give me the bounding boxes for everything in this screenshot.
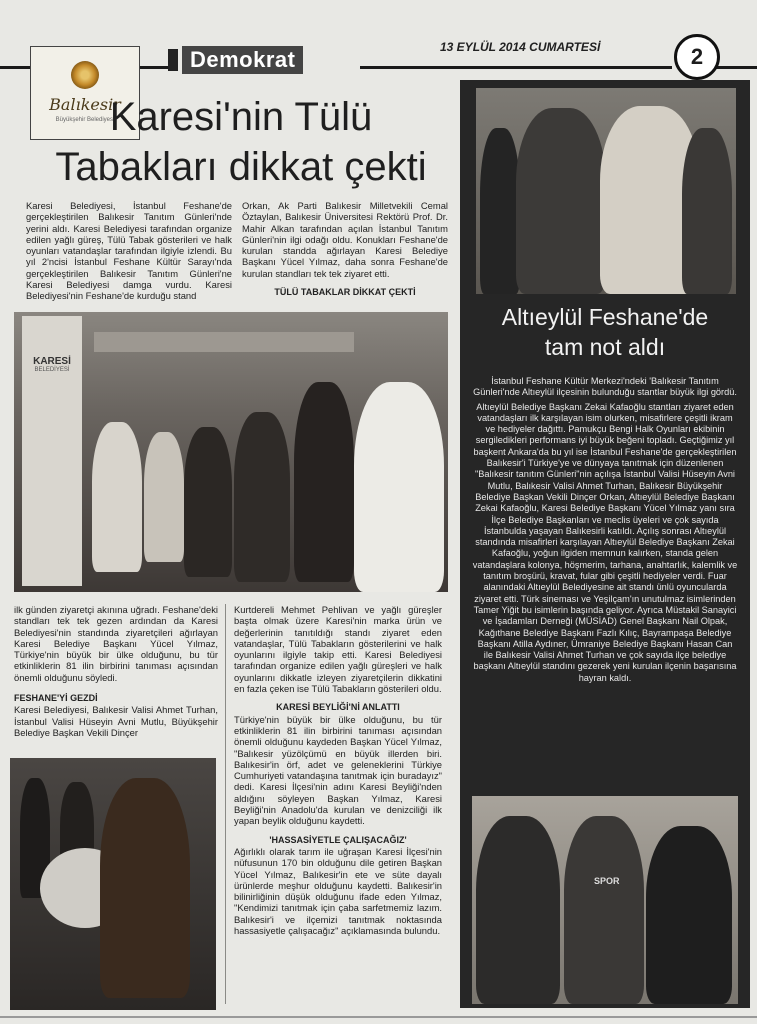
article-col1-mid-block	[14, 604, 218, 738]
article-col2-intro-block	[242, 200, 448, 298]
stand-banner	[22, 316, 82, 586]
officials-photo-top	[476, 88, 736, 294]
header-rule-right	[716, 66, 757, 69]
article-col2-sub3-text: Ağırlıklı olarak tarım ile uğraşan Karesi İlçesi'nin nüfusunun 170 bin olduğunu dile getiren Başkan Yücel Yılmaz, Balıkesir'in ete ve süte dayalı ürünlerde meşhur olduğunu kaydetti. Balıkesir'in bilinirliğinin düşük olduğunu ifade eden Yılmaz, "Kendimizi tanıtmak için çaba sarfetmemiz lazım. Balıkesir'i ve ilçemizi tanıtmak noktasında hassasiyetle çalışacağız" açıklamasında bulundu.	[234, 845, 442, 937]
panel-body-text: Altıeylül Belediye Başkanı Zekai Kafaoğlu stantları ziyaret eden vatandaşları ilk karşılayan isim olurken, misafirlere çeşitli ikram ve hediyeler dağıttı. Pamukçu Bengi Halk Oyunları ekibinin sergiledikleri performans iyi büyük beğeni topladı. Geçtiğimiz yıl başkent Ankara'da bu yıl ise İstanbul Feshane'de gerçekleştirilen Balıkesir'i Türkiye'ye ve dünyaya tanıtmak için düzenlenen "Balıkesir tanıtım Günleri"nin açılışa İstanbul Valisi Hüseyin Avni Mutlu, Balıkesir Valisi Ahmet Turhan, Balıkesir Büyükşehir Belediye Başkan Vekili Dinçer Orkan, Altıeylül Belediye Başkanı Zekai Kafaoğlu, Karesi Belediye Başkanı Yücel Yılmaz yanı sıra İlçe Belediye Başkanları ve meclis üyeleri ve çok sayıda İstanbulda yaşayan Balıkesirli katıldı. Açılış sonrası Altıeylül standında misafirleri karşılayan Altıeylül Belediye Başkanı Zekai Kafaoğlu, yoğun ilgiden memnun kalırken, standa gelen vatandaşlara kolonya, höşmerim, tarhana, anahtarlık, kalemlik ve tanıtım broşürü, kravat, fular gibi çeşitli hediyeler verdi. Fuar alanındaki Altıeylül Belediyesine ait standı ünlü oyuncularda ziyaret etti. Türk sineması ve Yeşilçam'ın unutulmaz isimlerinden Tamer Yiğit bu isimlerin başında geliyor. Ayrıca Müstakil Sanayici ve İşadamları Derneği (MÜSİAD) Genel Başkanı Nail Olpak, Kağıthane Belediye Başkanı Fazlı Kılıç, Bayrampaşa Belediye Başkanı Atilla Aydıner, Ümraniye Belediye Başkanı Hasan Can ile Balıkesir Valisi Ahmet Turhan ve çok sayıda ilçe belediye başkanı Altıeylül standını gezerek yeni kurulan ilçenin başarısına hayran kaldı.	[472, 401, 738, 683]
page-number: 2	[674, 34, 720, 80]
panel-title	[462, 302, 748, 362]
dancer-figure	[184, 427, 232, 577]
panel-article	[472, 376, 738, 684]
dancer-figure	[234, 412, 290, 582]
dancer-figure	[144, 432, 184, 562]
panel-title-line-1: Altıeylül Feshane'de	[501, 304, 709, 330]
stand-roof	[94, 332, 354, 352]
officials-photo-bottom	[472, 796, 738, 1004]
official-figure	[476, 816, 560, 1004]
banner-subtitle: BELEDİYESİ	[34, 367, 70, 373]
issue-date: 13 EYLÜL 2014 CUMARTESİ	[440, 40, 601, 54]
dancer-figure-white	[354, 382, 444, 592]
official-figure	[564, 816, 644, 1004]
subheading-feshane: FESHANE'Yİ GEZDİ	[14, 693, 98, 704]
wrestler-photo	[10, 758, 216, 1010]
official-figure	[516, 108, 606, 294]
scarf-text: SPOR	[594, 876, 620, 886]
logo-text: Balıkesir	[49, 95, 121, 114]
sun-emblem-icon	[71, 61, 99, 89]
article-col2-mid-block	[234, 604, 442, 936]
article-col2-intro: Orkan, Ak Parti Balıkesir Milletvekili Cemal Öztaylan, Balıkesir Üniversitesi Rektörü Prof. Dr. Mahir Alkan tarafından açılan İstanbul Tanıtım Günleri'nin ilgi odağı oldu. Konukları Feshane'de kurulan standda ağırlayan Karesi Belediye Başkanı Yücel Yılmaz, daha sonra Feshane'de kurulan standları tek tek ziyaret etti.	[242, 200, 448, 279]
official-figure	[646, 826, 732, 1004]
header-rule-mid	[360, 66, 672, 69]
logo-subtext: Büyükşehir Belediyesi	[55, 117, 115, 123]
panel-title-line-2: tam not aldı	[544, 334, 666, 360]
column-divider	[225, 604, 226, 1004]
subheading-karesi-beyligi: KARESİ BEYLİĞİ'Nİ ANLATTI	[276, 702, 400, 713]
dancer-figure	[92, 422, 142, 572]
article-col1-sub-text: Karesi Belediyesi, Balıkesir Valisi Ahmet Turhan, İstanbul Valisi Hüseyin Avni Mutlu, Büyükşehir Belediye Başkan Vekili Dinçer	[14, 704, 218, 738]
article-col1-intro: Karesi Belediyesi, İstanbul Feshane'de gerçekleştirilen Balıkesir Tanıtım Günleri'nde yerini aldı. Karesi Belediyesi tarafından organize edilen yağlı güreş, Tülü Tabak gösterileri ve halk oyunları vatandaşlar tarafından ilgiyle izlendi. Bu yıl 2'ncisi İstanbul Feshane Kültür Sarayı'nda gerçekleştirilen Balıkesir Tanıtım Günleri'ne Karesi Belediyesi damga vurdu. Karesi Belediyesi'nin Feshane'de kurduğu stand	[26, 200, 232, 302]
official-figure	[682, 128, 732, 294]
dance-photo	[14, 312, 448, 592]
main-headline	[26, 92, 456, 192]
panel-lead: İstanbul Feshane Kültür Merkezi'ndeki 'Balıkesir Tanıtım Günleri'nde Altıeylül ilçesinin bulunduğu stantlar büyük ilgi gördü.	[473, 376, 737, 398]
official-figure	[480, 128, 520, 294]
headline-line-2: Tabakları dikkat çekti	[55, 145, 427, 189]
masthead	[168, 44, 358, 76]
masthead-mark-icon	[168, 49, 178, 71]
subheading-hassasiyet: 'HASSASİYETLE ÇALIŞACAĞIZ'	[269, 834, 407, 845]
banner-title: KARESİ	[33, 356, 71, 367]
article-col2-sub2-text: Türkiye'nin büyük bir ülke olduğunu, bu tür etkinliklerin 81 ilin birbirini tanıması açısından önemli olduğunu kaydeden Başkan Yücel Yılmaz, "Balıkesir yüzölçümü en büyük illerden biri. Balıkesir'in örf, adet ve geleneklerini Türkiye Cumhuriyeti vatandaşına tanıtmak için buradayız" dedi. Karesi İlçesi'nin adını Karesi Beyliği'nden aldığını söyleyen Başkan Yılmaz, Karesi Beyliği'nin Anadolu'da kurulan ve denizciliği ilk yapan beylik olduğunu kaydetti.	[234, 713, 442, 827]
dancer-figure	[294, 382, 354, 582]
subheading-tulu: TÜLÜ TABAKLAR DİKKAT ÇEKTİ	[274, 287, 416, 298]
article-col2-mid: Kurtdereli Mehmet Pehlivan ve yağlı güreşler başta olmak üzere Karesi'nin marka ürün ve değerlerinin tanıtıldığı standı ziyaret eden vatandaşlar, Tülü Tabakların gösterilerini ve halk oyunlarını ilgiyle takip etti. Karesi Belediyesi tarafından organize edilen yağlı güreşleri ve halk oyunlarını dikkatle izleyen ziyaretçilerin dikkatini en fazla çeken ise Tülü Tabakların gösterileri oldu.	[234, 604, 442, 695]
headline-line-1: Karesi'nin Tülü	[109, 95, 373, 139]
article-col1-mid: ilk günden ziyaretçi akınına uğradı. Feshane'deki standları tek tek gezen ardından da Karesi Belediyesi'nin standında ziyaretçileri ağırlayan Karesi Belediye Başkanı Yücel Yılmaz, Türkiye'nin büyük bir ülke olduğunu, bu tür etkinliklerin 81 ilin birbirini tanıması açısından önemli olduğunu söyledi.	[14, 604, 218, 683]
page-bottom-rule	[0, 1016, 757, 1018]
masthead-name: Demokrat	[182, 46, 303, 74]
wrestler-figure	[100, 778, 190, 998]
